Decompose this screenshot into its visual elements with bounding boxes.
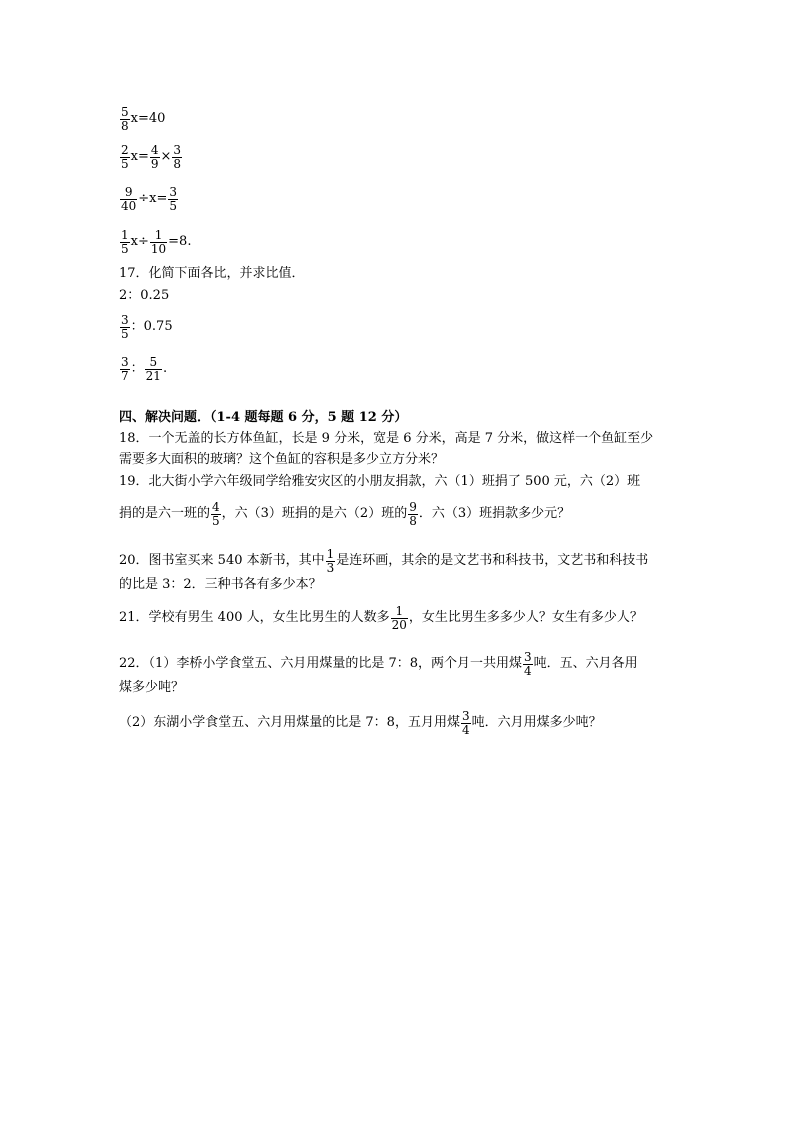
- equation-1: $\frac{5}{8}$ x=40: [121, 105, 166, 133]
- question-20-line-1: 20．图书室买来 540 本新书，其中 $\frac{1}{3}$ 是连环画，其余的是文艺书和科技书，文艺书和科技书: [119, 547, 649, 575]
- question-18-line-1: 18．一个无盖的长方体鱼缸，长是 9 分米，宽是 6 分米，高是 7 分米，做这样一个鱼缸至少: [119, 431, 654, 446]
- ratio-2: $\frac{3}{5}$ ：0.75: [121, 313, 173, 341]
- fraction: $\frac{9}{40}$: [121, 185, 137, 213]
- fraction: $\frac{5}{8}$: [121, 105, 129, 133]
- question-19-line-2: 捐的是六一班的 $\frac{4}{5}$ ，六（3）班捐的是六（2）班的 $\frac{9}{8}$ ．六（3）班捐款多少元？: [119, 500, 571, 528]
- question-22-line-1: 22．（1）李桥小学食堂五、六月用煤量的比是 7：8，两个月一共用煤 $\frac{3}{4}$ 吨．五、六月各用: [119, 650, 638, 678]
- fraction: $\frac{1}{3}$: [326, 547, 335, 575]
- fraction: $\frac{3}{4}$: [461, 709, 470, 737]
- section-title: 四、解决问题．（1-4 题每题 6 分，5 题 12 分）: [119, 410, 408, 425]
- fraction: $\frac{1}{10}$: [150, 228, 167, 256]
- fraction: $\frac{1}{20}$: [391, 604, 407, 632]
- fraction: $\frac{2}{5}$: [121, 143, 129, 171]
- question-17: 17．化简下面各比，并求比值．: [119, 266, 305, 281]
- fraction: $\frac{3}{5}$: [121, 313, 129, 341]
- equation-2: $\frac{2}{5}$ x= $\frac{4}{9}$ × $\frac{3}{8}$: [121, 143, 182, 171]
- question-22-part-2: （2）东湖小学食堂五、六月用煤量的比是 7：8，五月用煤 $\frac{3}{4}$ 吨．六月用煤多少吨？: [119, 709, 602, 737]
- fraction: $\frac{1}{5}$: [121, 228, 129, 256]
- question-18-line-2: 需要多大面积的玻璃？这个鱼缸的容积是多少立方分米？: [119, 452, 445, 467]
- ratio-1: 2：0.25: [119, 288, 170, 303]
- fraction: $\frac{5}{21}$: [145, 355, 161, 383]
- equation-3: $\frac{9}{40}$ ÷x= $\frac{3}{5}$: [121, 185, 178, 213]
- fraction: $\frac{9}{8}$: [409, 500, 417, 528]
- fraction: $\frac{3}{4}$: [524, 650, 532, 678]
- fraction: $\frac{3}{7}$: [121, 355, 129, 383]
- fraction: $\frac{3}{8}$: [173, 143, 182, 171]
- ratio-3: $\frac{3}{7}$ ： $\frac{5}{21}$ .: [121, 355, 168, 383]
- fraction: $\frac{3}{5}$: [169, 185, 178, 213]
- fraction: $\frac{4}{5}$: [212, 500, 220, 528]
- question-21: 21．学校有男生 400 人，女生比男生的人数多 $\frac{1}{20}$ ，女生比男生多多少人？女生有多少人？: [119, 604, 643, 632]
- equation-4: $\frac{1}{5}$ x÷ $\frac{1}{10}$ =8.: [121, 228, 192, 256]
- fraction: $\frac{4}{9}$: [150, 143, 159, 171]
- question-20-line-2: 的比是 3：2．三种书各有多少本？: [119, 577, 322, 592]
- question-19-line-1: 19．北大街小学六年级同学给雅安灾区的小朋友捐款，六（1）班捐了 500 元，六（2）班: [119, 474, 641, 489]
- question-22-line-2: 煤多少吨？: [119, 680, 185, 695]
